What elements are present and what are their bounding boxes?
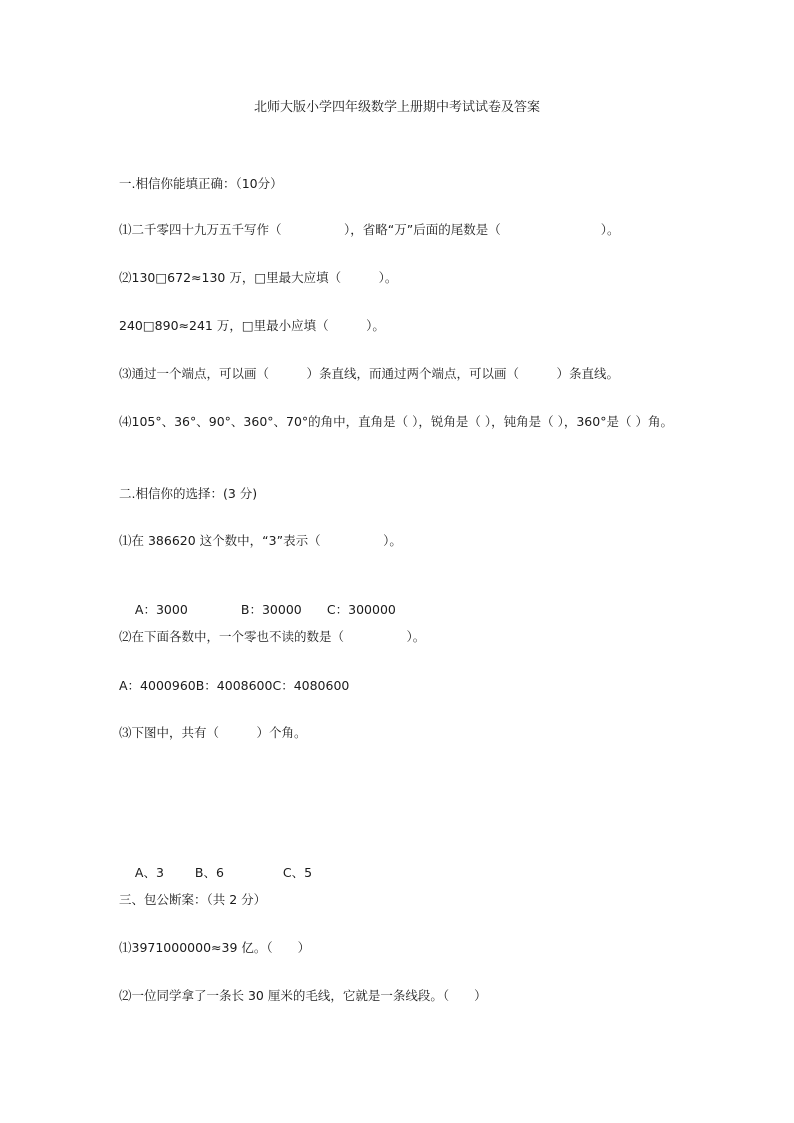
- section1-question-3: ⑶通过一个端点，可以画（ ）条直线，而通过两个端点，可以画（ ）条直线。: [119, 366, 620, 381]
- option-b: B：30000: [240, 602, 302, 617]
- section2-question-1: ⑴在 386620 这个数中，“3”表示（ ）。: [119, 533, 402, 548]
- option-c: C、5: [282, 865, 313, 880]
- section3-question-1: ⑴3971000000≈39 亿。（ ）: [119, 940, 311, 955]
- section1-heading: 一.相信你能填正确：（10分）: [119, 176, 283, 191]
- section3-question-2: ⑵一位同学拿了一条长 30 厘米的毛线，它就是一条线段。（ ）: [119, 988, 487, 1003]
- section2-heading: 二.相信你的选择：(3 分): [119, 486, 258, 501]
- option-a: A、3: [134, 865, 164, 880]
- section1-question-2b: 240□890≈241 万，□里最小应填（ ）。: [119, 318, 385, 333]
- section1-question-1: ⑴二千零四十九万五千写作（ ），省略“万”后面的尾数是（ ）。: [119, 222, 620, 237]
- option-b: B、6: [194, 865, 224, 880]
- section2-question-2: ⑵在下面各数中，一个零也不读的数是（ ）。: [119, 629, 426, 644]
- section2-question-3: ⑶下图中，共有（ ）个角。: [119, 725, 307, 740]
- section1-question-4: ⑷105°、36°、90°、360°、70°的角中，直角是（ ），锐角是（ ），钝角是（ ），360°是（ ）角。: [119, 414, 673, 429]
- page-title: 北师大版小学四年级数学上册期中考试试卷及答案: [253, 100, 540, 115]
- option-a: A：3000: [134, 602, 188, 617]
- option-c: C：300000: [326, 602, 396, 617]
- section1-question-2a: ⑵130□672≈130 万，□里最大应填（ ）。: [119, 270, 398, 285]
- section2-question-2-options: A：4000960B：4008600C：4080600: [119, 678, 350, 693]
- section3-heading: 三、包公断案：（共 2 分）: [119, 892, 267, 907]
